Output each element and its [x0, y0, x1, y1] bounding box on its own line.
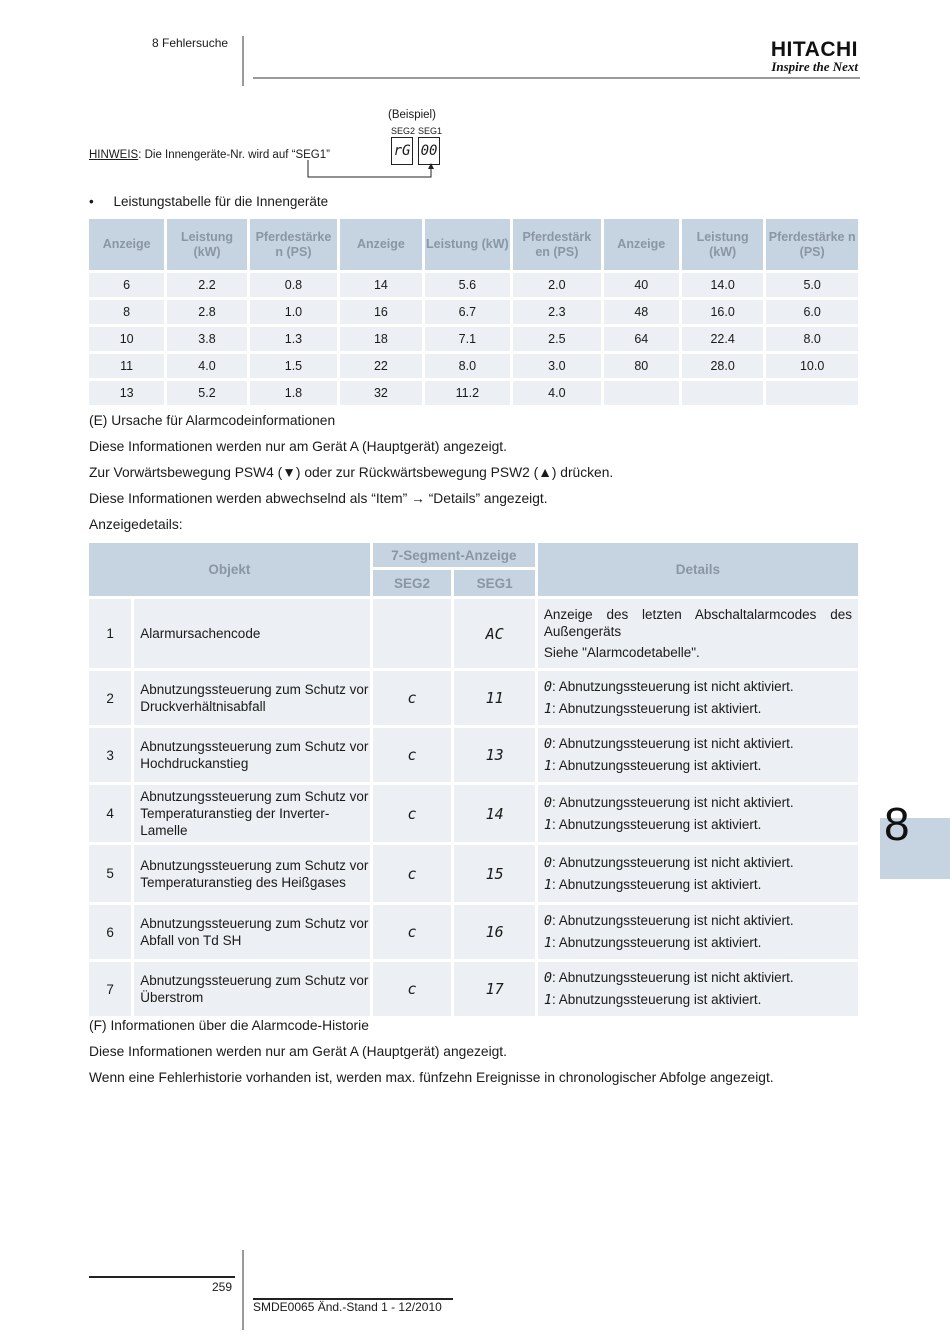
header-7-segment: 7-Segment-Anzeige: [373, 543, 535, 567]
seg1-display: 00: [418, 137, 440, 165]
table-cell: 11.2: [425, 381, 510, 405]
table-cell: 2.0: [513, 273, 601, 297]
details-line-off: [544, 678, 852, 696]
row-seg1: 15: [454, 845, 535, 902]
row-seg2: c: [373, 845, 452, 902]
capacity-header-row: [89, 219, 858, 270]
details-text: : Abnutzungssteuerung ist nicht aktiviert.: [552, 854, 794, 870]
row-seg2: c: [373, 728, 452, 782]
table-cell: 5.2: [167, 381, 246, 405]
row-object: Abnutzungssteuerung zum Schutz vor Druckverhältnisabfall: [134, 671, 370, 725]
seg2-label: SEG2: [391, 126, 416, 136]
row-number: 5: [89, 845, 131, 902]
row-details: [538, 785, 858, 842]
details-line-on: [544, 991, 852, 1009]
table-row: [89, 273, 858, 297]
row-object: Abnutzungssteuerung zum Schutz vor Temperaturanstieg des Heißgases: [134, 845, 370, 902]
table-row: [89, 962, 858, 1016]
code-zero: 0: [543, 736, 552, 752]
bullet-mark: •: [89, 194, 94, 209]
table-cell: 40: [604, 273, 679, 297]
details-text: Siehe "Alarmcodetabelle".: [543, 645, 700, 660]
table-cell: 3.0: [513, 354, 601, 378]
details-line-off: [544, 854, 852, 872]
row-number: 1: [89, 599, 131, 668]
details-text: : Abnutzungssteuerung ist nicht aktiviert.: [552, 794, 794, 810]
table-cell: 1.8: [250, 381, 338, 405]
table-cell: 14.0: [682, 273, 763, 297]
row-object: Alarmursachencode: [134, 599, 370, 668]
code-zero: 0: [543, 913, 552, 929]
table-cell: 0.8: [250, 273, 338, 297]
details-text: : Abnutzungssteuerung ist nicht aktiviert.: [552, 970, 794, 985]
table-row: [89, 845, 858, 902]
col-header: Anzeige: [340, 219, 421, 270]
row-details: [538, 905, 858, 959]
code-one: 1: [543, 816, 552, 833]
code-one: 1: [543, 992, 552, 1008]
table-cell: 64: [604, 327, 679, 351]
row-number: 6: [89, 905, 131, 959]
alarm-header-row: [89, 543, 858, 567]
table-cell: 48: [604, 300, 679, 324]
row-seg1: 14: [454, 785, 535, 842]
details-text: : Abnutzungssteuerung ist nicht aktiviert.: [552, 679, 794, 694]
logo-tagline: Inspire the Next: [771, 59, 858, 74]
details-line-on: [544, 700, 852, 718]
table-cell: 1.5: [250, 354, 338, 378]
details-text: : Abnutzungssteuerung ist nicht aktiviert.: [552, 736, 794, 751]
section-e-line3: Diese Informationen werden abwechselnd als “Item” → “Details” angezeigt.: [89, 491, 548, 506]
table-cell: 10.0: [766, 354, 858, 378]
details-line-off: [544, 912, 852, 930]
chapter-tab-number: 8: [884, 798, 910, 850]
header-seg1: SEG1: [454, 570, 535, 596]
logo-wordmark: HITACHI: [770, 38, 858, 61]
row-seg2: c: [373, 671, 452, 725]
details-text: : Abnutzungssteuerung ist aktiviert.: [552, 701, 762, 716]
table-row: [89, 354, 858, 378]
col-header: Pferdestärke n (PS): [250, 219, 338, 270]
section-e-line1: Diese Informationen werden nur am Gerät A (Hauptgerät) angezeigt.: [89, 439, 507, 454]
table-cell: 6: [89, 273, 164, 297]
table-cell: 2.3: [513, 300, 601, 324]
section-e-line2: Zur Vorwärtsbewegung PSW4 (▼) oder zur Rückwärtsbewegung PSW2 (▲) drücken.: [89, 465, 614, 480]
table-cell: 6.0: [766, 300, 858, 324]
row-number: 3: [89, 728, 131, 782]
details-text: : Abnutzungssteuerung ist aktiviert.: [552, 935, 762, 950]
hinweis-note: [89, 149, 330, 161]
table-cell: 13: [89, 381, 164, 405]
table-row: [89, 905, 858, 959]
row-object: Abnutzungssteuerung zum Schutz vor Temperaturanstieg der Inverter-Lamelle: [134, 785, 370, 842]
row-seg1: 17: [454, 962, 535, 1016]
header-objekt: Objekt: [89, 543, 370, 596]
row-details: [538, 599, 858, 668]
capacity-table-title: Leistungstabelle für die Innengeräte: [113, 194, 329, 209]
table-cell: 22: [340, 354, 421, 378]
col-header: Leistung (kW): [682, 219, 763, 270]
col-header: Leistung (kW): [167, 219, 246, 270]
row-number: 4: [89, 785, 131, 842]
table-row: [89, 728, 858, 782]
col-header: Pferdestärke n (PS): [766, 219, 858, 270]
table-cell: 1.3: [250, 327, 338, 351]
details-line-off: [544, 969, 852, 987]
hitachi-logo: [771, 38, 858, 75]
code-one: 1: [543, 876, 552, 893]
table-cell: 14: [340, 273, 421, 297]
capacity-table-heading: [89, 194, 328, 209]
details-line-on: [544, 816, 852, 834]
row-seg1: 16: [454, 905, 535, 959]
table-row: [89, 785, 858, 842]
row-seg1: 11: [454, 671, 535, 725]
seg1-label: SEG1: [418, 126, 443, 136]
row-seg1: 13: [454, 728, 535, 782]
table-cell: 16: [340, 300, 421, 324]
capacity-table: [86, 216, 861, 408]
code-zero: 0: [543, 794, 552, 811]
row-seg1: AC: [454, 599, 535, 668]
row-seg2: c: [373, 962, 452, 1016]
section-e-line4: Anzeigedetails:: [89, 517, 183, 532]
header-divider-vertical: [242, 36, 244, 86]
hinweis-word: HINWEIS: [89, 149, 139, 161]
table-cell: 8.0: [425, 354, 510, 378]
row-number: 2: [89, 671, 131, 725]
code-one: 1: [543, 701, 552, 717]
table-cell: 18: [340, 327, 421, 351]
header-details: Details: [538, 543, 858, 596]
section-f-line2: Wenn eine Fehlerhistorie vorhanden ist, werden max. fünfzehn Ereignisse in chronologischer Abfolge angezeigt.: [89, 1070, 774, 1085]
table-row: [89, 671, 858, 725]
details-text: : Abnutzungssteuerung ist nicht aktiviert.: [552, 913, 794, 928]
table-row: [89, 327, 858, 351]
col-header: Anzeige: [89, 219, 164, 270]
example-label: (Beispiel): [388, 109, 436, 121]
details-line-on: [544, 757, 852, 775]
header-seg2: SEG2: [373, 570, 452, 596]
hinweis-text: : Die Innengeräte-Nr. wird auf “SEG1”: [138, 149, 330, 161]
details-line-on: [544, 934, 852, 952]
table-row: [89, 300, 858, 324]
table-cell: 6.7: [425, 300, 510, 324]
col-header: Leistung (kW): [425, 219, 510, 270]
table-cell: 3.8: [167, 327, 246, 351]
table-cell: 28.0: [682, 354, 763, 378]
row-number: 7: [89, 962, 131, 1016]
footer-rule-left: [89, 1276, 235, 1278]
table-cell: 8: [89, 300, 164, 324]
section-f-line1: Diese Informationen werden nur am Gerät A (Hauptgerät) angezeigt.: [89, 1044, 507, 1059]
seg2-display: rG: [391, 137, 413, 165]
table-row: [89, 381, 858, 405]
page-number: 259: [212, 1280, 233, 1294]
table-cell: 2.5: [513, 327, 601, 351]
table-cell: [682, 381, 763, 405]
code-zero: 0: [543, 970, 552, 986]
row-details: [538, 962, 858, 1016]
table-cell: 5.6: [425, 273, 510, 297]
details-text: Anzeige des letzten Abschaltalarmcodes des Außengeräts: [543, 607, 852, 639]
details-line-on: [544, 876, 852, 894]
row-details: [538, 845, 858, 902]
chapter-title: 8 Fehlersuche: [152, 36, 229, 50]
row-object: Abnutzungssteuerung zum Schutz vor Hochdruckanstieg: [134, 728, 370, 782]
code-one: 1: [543, 935, 552, 951]
row-details: [538, 671, 858, 725]
section-e-title: (E) Ursache für Alarmcodeinformationen: [89, 413, 336, 428]
table-cell: 2.2: [167, 273, 246, 297]
table-cell: 22.4: [682, 327, 763, 351]
table-cell: 4.0: [167, 354, 246, 378]
row-seg2: c: [373, 905, 452, 959]
row-object: Abnutzungssteuerung zum Schutz vor Abfall von Td SH: [134, 905, 370, 959]
table-cell: [604, 381, 679, 405]
details-text: : Abnutzungssteuerung ist aktiviert.: [552, 992, 762, 1007]
row-seg2: [373, 599, 452, 668]
table-cell: 11: [89, 354, 164, 378]
details-line-off: [544, 794, 852, 812]
pointer-arrow: [300, 160, 450, 182]
row-seg2: c: [373, 785, 452, 842]
details-line-off: [544, 735, 852, 753]
details-text: : Abnutzungssteuerung ist aktiviert.: [552, 876, 762, 892]
table-cell: [766, 381, 858, 405]
details-text: : Abnutzungssteuerung ist aktiviert.: [552, 816, 762, 832]
table-cell: 8.0: [766, 327, 858, 351]
code-zero: 0: [543, 854, 552, 871]
col-header: Pferdestärk en (PS): [513, 219, 601, 270]
table-cell: 16.0: [682, 300, 763, 324]
table-cell: 80: [604, 354, 679, 378]
section-f-title: (F) Informationen über die Alarmcode-Historie: [89, 1018, 369, 1033]
table-cell: 5.0: [766, 273, 858, 297]
table-cell: 1.0: [250, 300, 338, 324]
table-cell: 2.8: [167, 300, 246, 324]
row-object: Abnutzungssteuerung zum Schutz vor Überstrom: [134, 962, 370, 1016]
code-one: 1: [543, 758, 552, 774]
table-cell: 4.0: [513, 381, 601, 405]
table-cell: 10: [89, 327, 164, 351]
details-text: : Abnutzungssteuerung ist aktiviert.: [552, 758, 762, 773]
header-divider-horizontal: [253, 77, 860, 79]
alarm-details-table: [86, 540, 861, 1019]
table-cell: 7.1: [425, 327, 510, 351]
col-header: Anzeige: [604, 219, 679, 270]
table-cell: 32: [340, 381, 421, 405]
document-reference: SMDE0065 Änd.-Stand 1 - 12/2010: [253, 1300, 442, 1314]
table-row: [89, 599, 858, 668]
code-zero: 0: [543, 679, 552, 695]
row-details: [538, 728, 858, 782]
footer-divider-vertical: [242, 1250, 244, 1330]
